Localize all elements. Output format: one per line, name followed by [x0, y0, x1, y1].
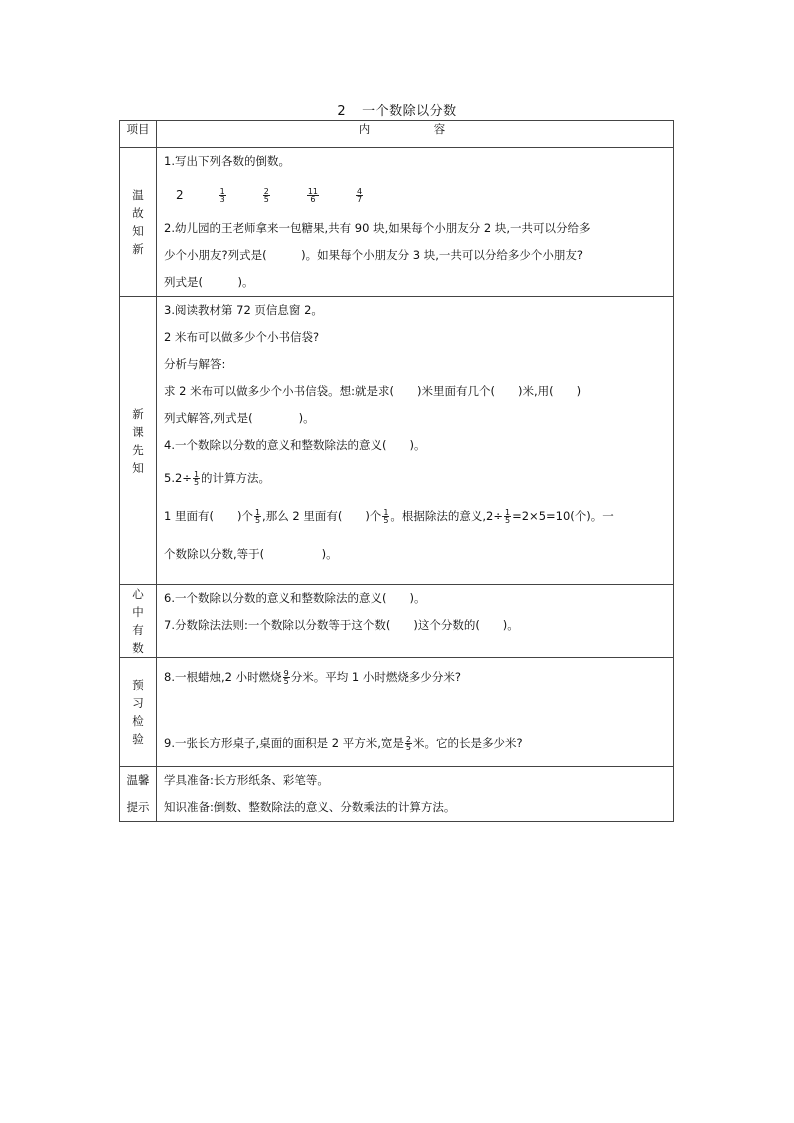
- reciprocal-list: [164, 175, 673, 215]
- section-review: [120, 148, 674, 297]
- reciprocal-fraction: $\frac{1}{3}$: [219, 186, 225, 204]
- reciprocal-fraction: $\frac{4}{7}$: [357, 186, 363, 204]
- question-7: 7.分数除法法则:一个数除以分数等于这个数( )这个分数的( )。: [164, 618, 519, 632]
- question-2-line-2: 少个小朋友?列式是( )。如果每个小朋友分 3 块,一共可以分给多少个小朋友?: [164, 248, 583, 262]
- worksheet-table: [119, 120, 674, 822]
- section-label-tips-2: 提示: [126, 800, 150, 814]
- title-number: 2: [337, 104, 347, 119]
- question-5: 5.2÷ $\frac{1}{5}$ 的计算方法。: [164, 470, 271, 487]
- question-3-line-1: 3.阅读教材第 72 页信息窗 2。: [164, 303, 323, 317]
- section-label-summary: 心中有数: [132, 587, 144, 655]
- page-title: [0, 100, 794, 119]
- reciprocal-fraction: $\frac{11}{6}$: [307, 186, 319, 204]
- question-5-explanation: 1 里面有( )个 $\frac{1}{5}$ ,那么 2 里面有( )个 $\frac{1}{5}$ 。根据除法的意义,2÷ $\frac{1}{5}$ =2×5=10(个)。一: [164, 508, 614, 525]
- question-3-line-4: 求 2 米布可以做多少个小书信袋。想:就是求( )米里面有几个( )米,用( ): [164, 384, 582, 398]
- section-label-check: 预习检验: [132, 678, 144, 746]
- header-row: [120, 121, 674, 148]
- question-5-conclusion: 个数除以分数,等于( )。: [164, 547, 338, 561]
- question-3-line-2: 2 米布可以做多少个小书信袋?: [164, 330, 320, 344]
- fraction: $\frac{9}{5}$: [283, 669, 289, 686]
- section-preview: [120, 297, 674, 585]
- section-check: [120, 658, 674, 767]
- section-tips: [120, 767, 674, 822]
- question-3-line-3: 分析与解答:: [164, 357, 226, 371]
- fraction: $\frac{1}{5}$: [254, 508, 261, 525]
- header-content: 内 容: [157, 121, 674, 148]
- fraction: $\frac{2}{5}$: [405, 735, 412, 752]
- question-4: 4.一个数除以分数的意义和整数除法的意义( )。: [164, 438, 426, 452]
- tip-tools: 学具准备:长方形纸条、彩笔等。: [164, 773, 329, 787]
- title-text: 一个数除以分数: [362, 104, 457, 119]
- reciprocal-item: 2: [176, 188, 184, 202]
- question-6: 6.一个数除以分数的意义和整数除法的意义( )。: [164, 591, 426, 605]
- question-2-line-3: 列式是( )。: [164, 275, 254, 289]
- fraction: $\frac{1}{5}$: [505, 508, 511, 525]
- section-label-preview: 新课先知: [132, 406, 144, 475]
- question-3-line-5: 列式解答,列式是( )。: [164, 411, 315, 425]
- fraction: $\frac{1}{5}$: [193, 470, 200, 487]
- fraction: $\frac{1}{5}$: [383, 508, 389, 525]
- header-item: 项目: [120, 121, 157, 148]
- question-1: 1.写出下列各数的倒数。: [164, 154, 290, 168]
- question-2-line-1: 2.幼儿园的王老师拿来一包糖果,共有 90 块,如果每个小朋友分 2 块,一共可以分给多: [164, 221, 591, 235]
- tip-knowledge: 知识准备:倒数、整数除法的意义、分数乘法的计算方法。: [164, 800, 456, 814]
- reciprocal-fraction: $\frac{2}{5}$: [263, 186, 269, 204]
- question-9: 9.一张长方形桌子,桌面的面积是 2 平方米,宽是 $\frac{2}{5}$ 米。它的长是多少米?: [164, 735, 523, 752]
- section-label-review: 温故知新: [132, 188, 144, 256]
- section-label-tips-1: 温馨: [126, 773, 150, 787]
- section-summary: [120, 585, 674, 658]
- question-8: 8.一根蜡烛,2 小时燃烧 $\frac{9}{5}$ 分米。平均 1 小时燃烧多少分米?: [164, 669, 461, 686]
